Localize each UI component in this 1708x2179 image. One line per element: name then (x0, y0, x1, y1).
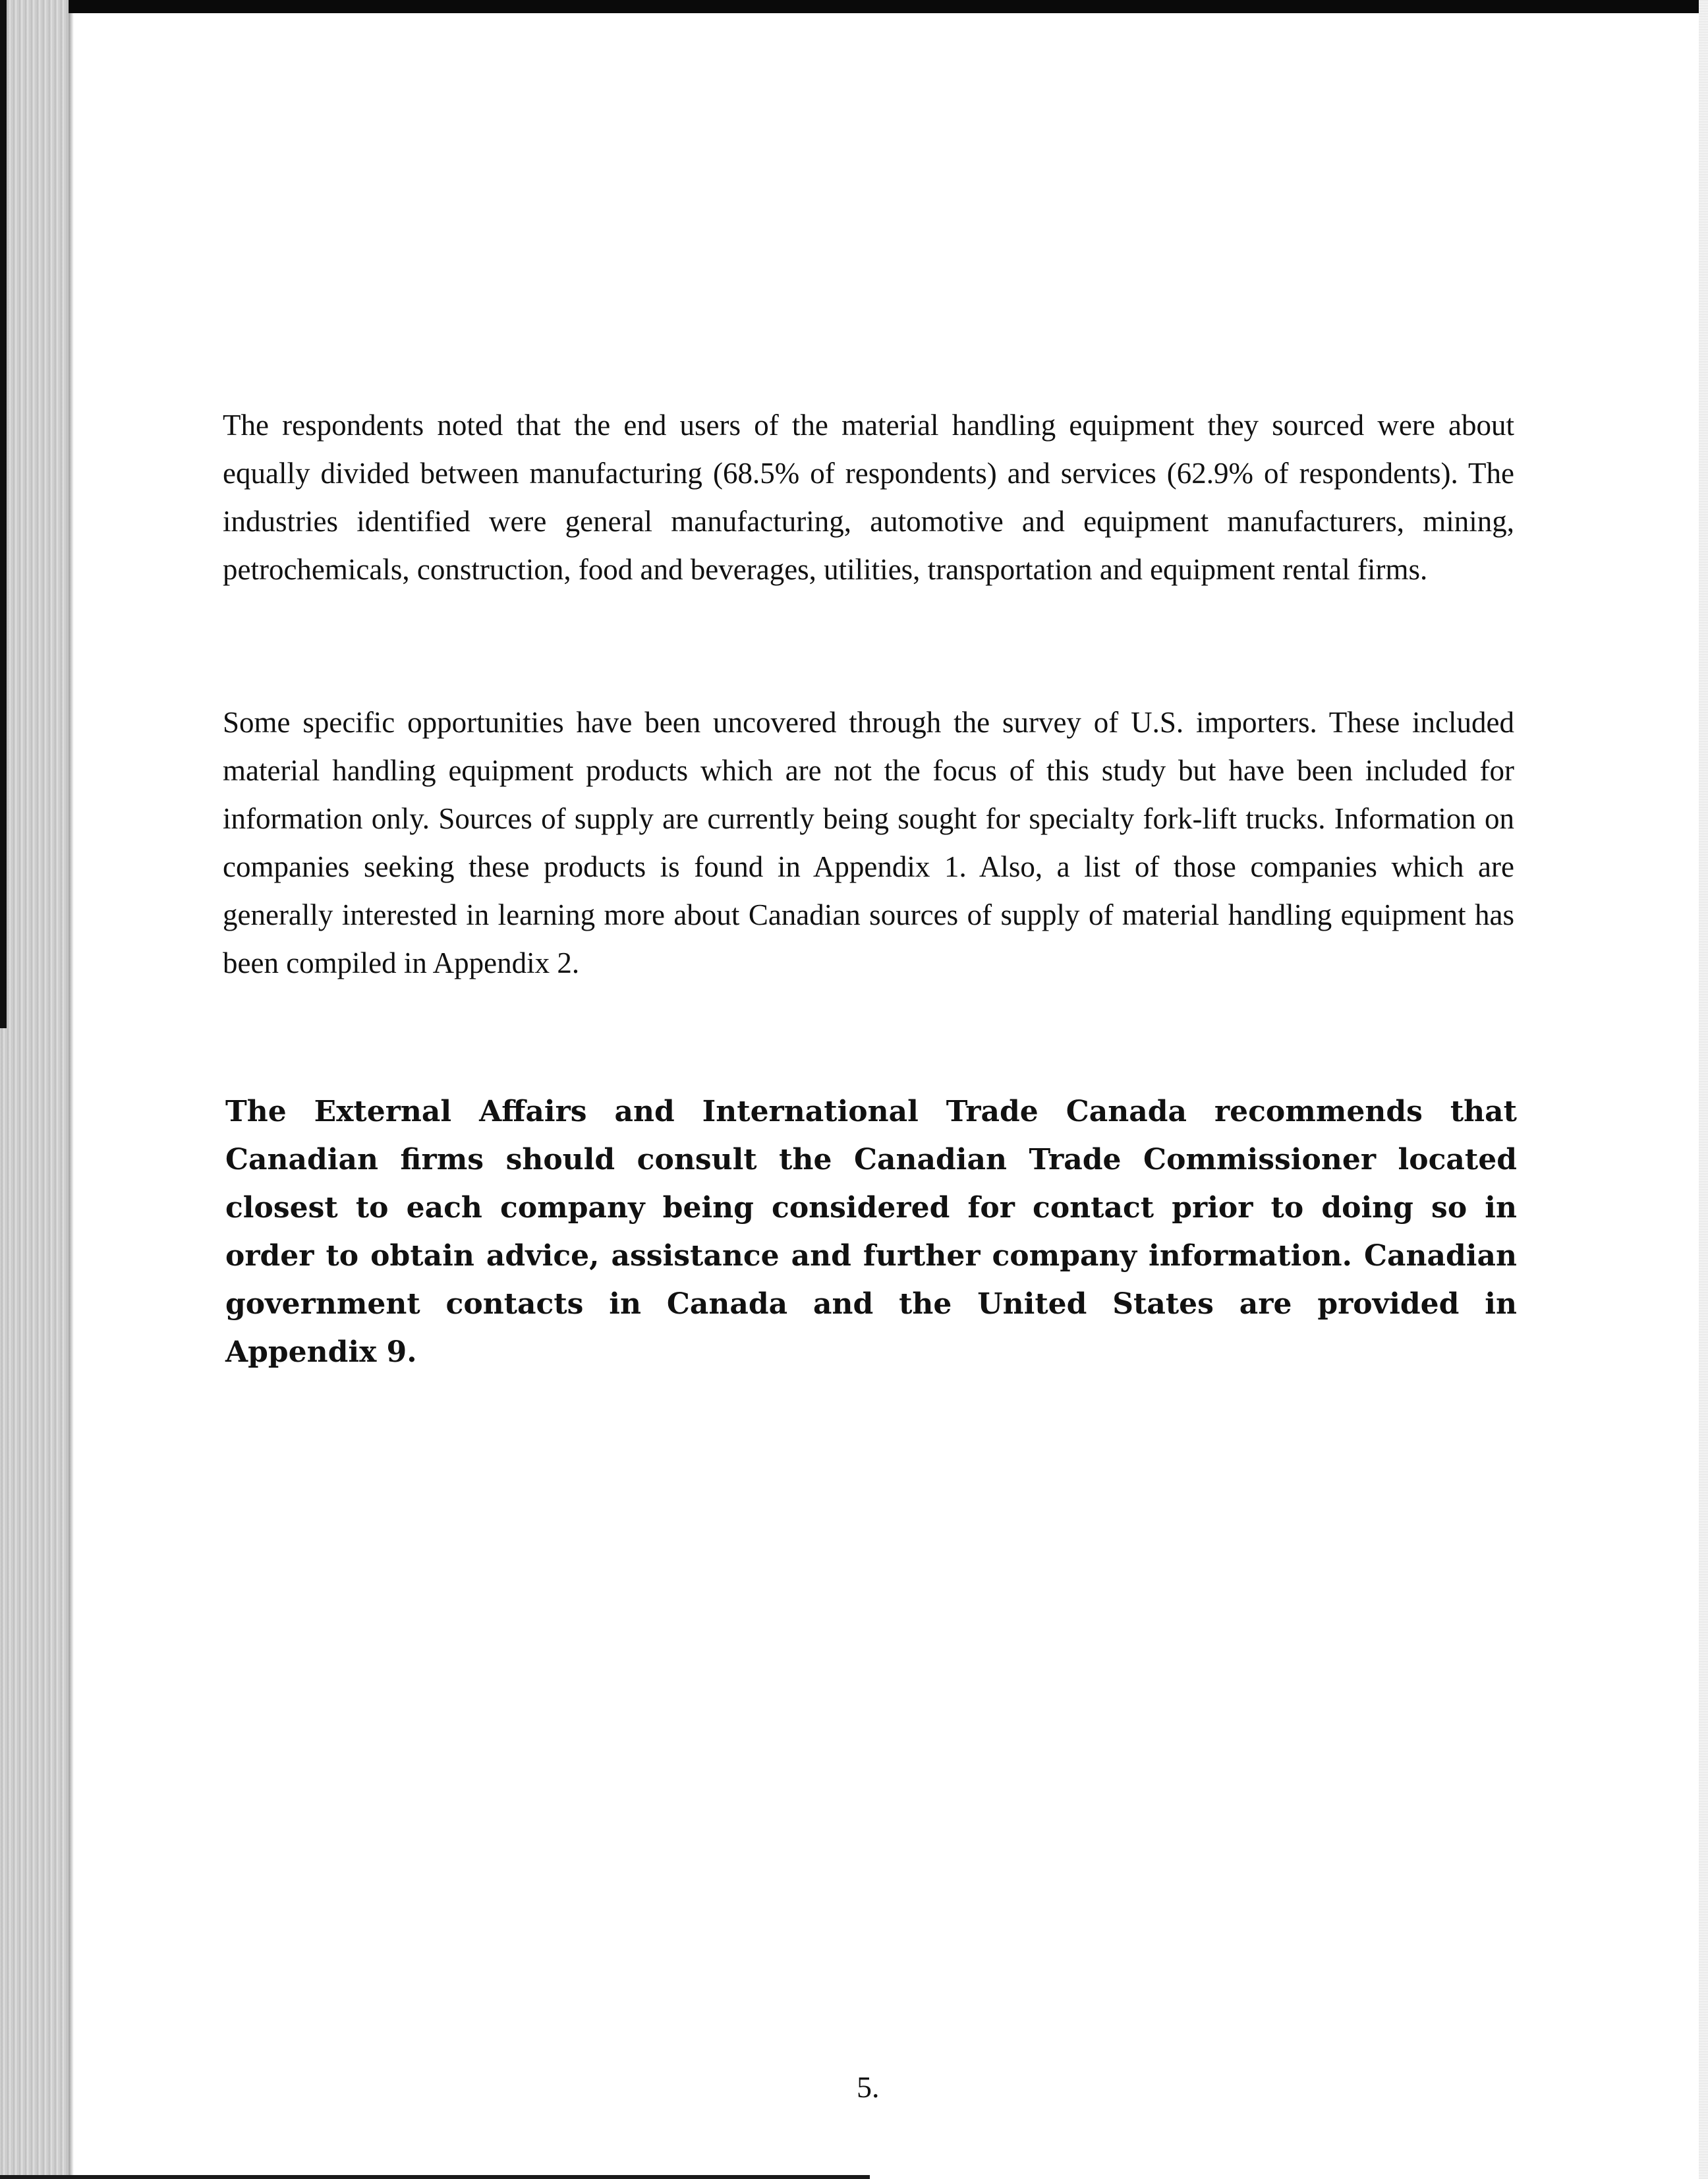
paragraph-opportunities: Some specific opportunities have been uncovered through the survey of U.S. importers. These included material handling equipment products which are not the focus of this study but have been included for information only. Sources of supply are currently being sought for specialty fork-lift trucks. Information on companies seeking these products is found in Appendix 1. Also, a list of those companies which are generally interested in learning more about Canadian sources of supply of material handling equipment has been compiled in Appendix 2. (223, 706, 1514, 979)
paragraph-end-users: The respondents noted that the end users of the material handling equipment they sourced were about equally divided between manufacturing (68.5% of respondents) and services (62.9% of respondents). The industries identified were general manufacturing, automotive and equipment manufacturers, mining, petrochemicals, construction, food and beverages, utilities, transportation and equipment rental firms. (223, 409, 1514, 586)
scan-top-border (0, 0, 1708, 13)
page-number: 5. (857, 2070, 880, 2104)
scan-left-dark-strip (0, 0, 7, 1028)
scan-left-edge (0, 0, 69, 2179)
scan-right-edge (1699, 0, 1708, 2179)
recommendation-paragraph: The External Affairs and International Trade Canada recommends that Canadian firms should consult the Canadian Trade Commissioner located closest to each company being considered for contact prior to doing so in order to obtain advice, assistance and further company information. Canadian government contacts in Canada and the United States are provided in Appendix 9. (225, 1095, 1517, 1369)
scan-bottom-edge (0, 2175, 870, 2179)
scan-left-shadow (69, 13, 74, 2179)
